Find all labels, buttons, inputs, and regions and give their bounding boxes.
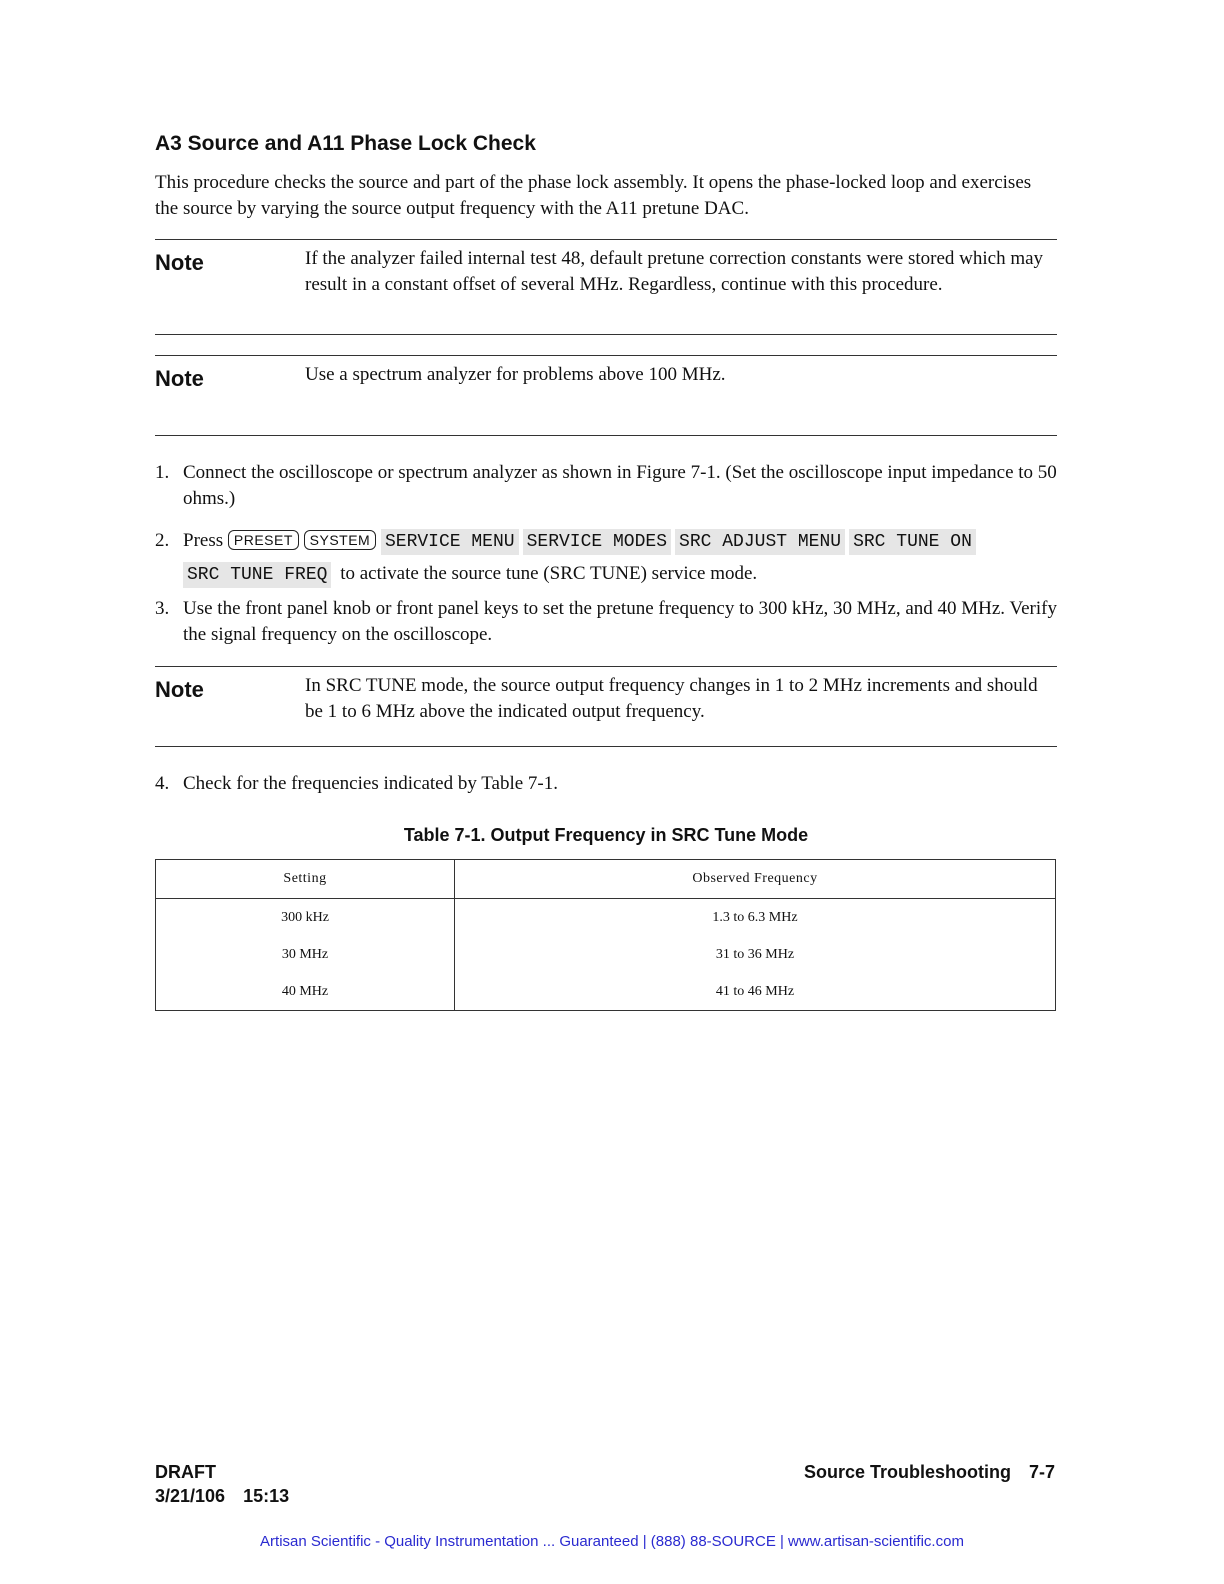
- step-press-text: Press: [183, 530, 224, 551]
- note-label: Note: [155, 677, 204, 702]
- step-number: 2.: [155, 530, 170, 551]
- step-number: 4.: [155, 773, 170, 794]
- footer-section-title: Source Troubleshooting: [803, 1462, 1011, 1482]
- note-text: Use a spectrum analyzer for problems above 100 MHz.: [305, 364, 726, 385]
- page-number: 7-7: [1028, 1462, 1055, 1482]
- table-row: [156, 973, 1056, 1011]
- service-menu-softkey: SERVICE MENU: [381, 529, 519, 555]
- table-row: [156, 899, 1056, 937]
- step-number: 3.: [155, 598, 170, 619]
- list-item: [155, 524, 1057, 590]
- footer-left: [155, 1460, 289, 1508]
- table-cell: 41 to 46 MHz: [455, 973, 1056, 1011]
- table-header-row: [156, 860, 1056, 899]
- system-key: SYSTEM: [304, 530, 377, 550]
- service-modes-softkey: SERVICE MODES: [523, 529, 671, 555]
- step-text: Use the front panel knob or front panel keys to set the pretune frequency to 300 kHz, 30 MHz, and 40 MHz. Verify the signal frequency on the oscilloscope.: [183, 598, 1057, 645]
- step-text: Check for the frequencies indicated by Table 7-1.: [183, 773, 559, 794]
- table-cell: 30 MHz: [156, 936, 455, 973]
- note-box: [155, 355, 1057, 436]
- procedure-steps: [155, 460, 1057, 648]
- note-box: [155, 666, 1057, 747]
- note-text: If the analyzer failed internal test 48, default pretune correction constants were stored which may result in a constant offset of several MHz. Regardless, continue with this procedure.: [305, 248, 1044, 295]
- list-item: [155, 460, 1057, 512]
- footer-right: [804, 1460, 1055, 1484]
- list-item: [155, 771, 1057, 797]
- intro-paragraph: This procedure checks the source and part of the phase lock assembly. It opens the phase-locked loop and exercises the source by varying the source output frequency with the A11 pretune DAC.: [155, 172, 1032, 219]
- table-cell: 31 to 36 MHz: [455, 936, 1056, 973]
- table-caption: Table 7-1. Output Frequency in SRC Tune Mode: [403, 825, 809, 845]
- table-cell: 1.3 to 6.3 MHz: [455, 899, 1056, 937]
- footer-date-line: [155, 1484, 289, 1508]
- table-cell: 300 kHz: [156, 899, 455, 937]
- footer-date: 3/21/106: [155, 1486, 226, 1506]
- footer-time: 15:13: [243, 1486, 290, 1506]
- step-text: Connect the oscilloscope or spectrum analyzer as shown in Figure 7-1. (Set the oscilloscope input impedance to 50 ohms.): [183, 462, 1057, 509]
- step-text: to activate the source tune (SRC TUNE) service mode.: [340, 563, 758, 584]
- note-label: Note: [155, 366, 204, 391]
- procedure-steps-continued: [155, 771, 1057, 797]
- page-content: [155, 132, 1057, 1011]
- preset-key: PRESET: [228, 530, 299, 550]
- column-header-setting: Setting: [156, 860, 455, 899]
- frequency-table: [155, 859, 1056, 1011]
- note-label: Note: [155, 250, 204, 275]
- artisan-banner-link[interactable]: Artisan Scientific - Quality Instrumentation ... Guaranteed | (888) 88-SOURCE | www.artisan-scientific.com: [260, 1533, 964, 1550]
- section-heading: A3 Source and A11 Phase Lock Check: [155, 132, 536, 155]
- src-adjust-menu-softkey: SRC ADJUST MENU: [675, 529, 845, 555]
- table-cell: 40 MHz: [156, 973, 455, 1011]
- note-box: [155, 239, 1057, 335]
- table-row: [156, 936, 1056, 973]
- note-text: In SRC TUNE mode, the source output frequency changes in 1 to 2 MHz increments and should be 1 to 6 MHz above the indicated output frequency.: [305, 675, 1038, 722]
- column-header-observed-frequency: Observed Frequency: [455, 860, 1056, 899]
- step-number: 1.: [155, 462, 170, 483]
- draft-label: DRAFT: [155, 1462, 216, 1482]
- src-tune-freq-softkey: SRC TUNE FREQ: [183, 562, 331, 588]
- list-item: [155, 596, 1057, 648]
- src-tune-on-softkey: SRC TUNE ON: [849, 529, 976, 555]
